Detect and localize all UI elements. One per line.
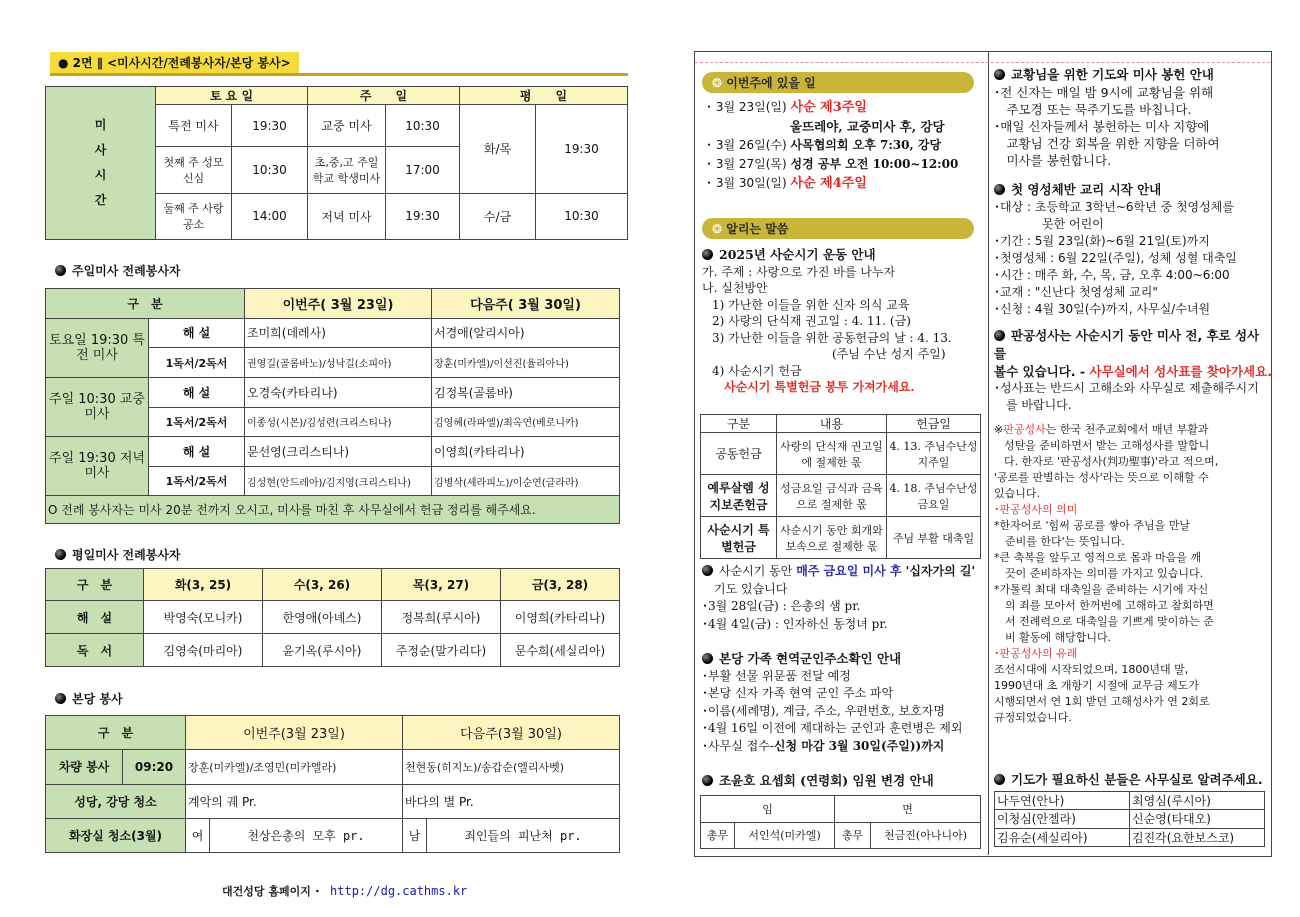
weekday-h: 수(3, 26)	[263, 569, 382, 601]
mass-cell: 19:30	[536, 105, 628, 194]
right-column	[994, 66, 1272, 726]
bullet-icon	[702, 565, 713, 576]
bullet-icon	[55, 693, 66, 704]
text-line: ❂	[712, 222, 723, 236]
text-line: 3월 30일(일)	[715, 176, 787, 190]
text-line: ･첫영성체 : 6월 22일(주일), 성체 성혈 대축일	[994, 251, 1237, 265]
text-line: 사목협의회 오후 7:30, 강당	[790, 138, 942, 152]
service-cell: 바다의 별 Pr.	[403, 784, 620, 818]
sunday-h-this-week: 이번주( 3월 23일)	[245, 289, 432, 319]
bullet-icon	[702, 249, 713, 260]
text-line: '공로를 판별하는 성사'라는 뜻으로 이해할 수	[994, 471, 1209, 484]
text-line: 규정되었습니다.	[994, 711, 1072, 724]
text-line: ･시간 : 매주 화, 수, 목, 금, 오후 4:00~6:00	[994, 268, 1230, 282]
sunday-header: 주 일	[308, 87, 460, 105]
mass-cell: 17:00	[386, 147, 460, 193]
table-cell: 공동헌금	[701, 433, 777, 475]
text-line	[702, 218, 974, 239]
text-line: 사순 제3주일	[790, 100, 867, 115]
service-role: 화장실 청소(3월)	[46, 818, 186, 852]
text-line: 사무실에서 성사표를 찾아가세요.	[1089, 364, 1272, 379]
notice-pill	[702, 218, 974, 239]
text-line: 주일미사 전례봉사자	[72, 264, 181, 278]
name-cell: 김병삭(세라피노)/이순연(글라라)	[432, 466, 620, 496]
page-header-badge: ● 2면 ∥ <미사시간/전례봉사자/본당 봉사>	[50, 52, 299, 73]
column-divider	[988, 52, 989, 855]
weekday-cell: 윤기옥(루시아)	[263, 634, 382, 667]
text-line: 판공성사	[1003, 423, 1046, 436]
text-line: 미사를 봉헌합니다.	[994, 153, 1112, 168]
text-line: 본당 봉사	[72, 692, 123, 706]
confession-description	[994, 422, 1266, 726]
service-role: 성당, 강당 청소	[46, 784, 186, 818]
text-line: 기도가 필요하신 분들은 사무실로 알려주세요.	[1011, 772, 1263, 787]
footer-label: 대건성당 홈페이지 ･	[222, 885, 321, 898]
choyun-title	[702, 771, 934, 789]
table-cell: 천금진(아나니아)	[871, 822, 981, 849]
text-line: 조선시대에 시작되었으며, 1800년대 말,	[994, 663, 1189, 676]
week-item: ･ 3월 26일(수) 사목협의회 오후 7:30, 강당	[706, 138, 942, 152]
text-line: 못한 어린이	[994, 217, 1104, 231]
text-line: 사순 제4주일	[790, 176, 867, 191]
text-line	[702, 650, 986, 668]
text-line: 3월 27일(목)	[715, 157, 787, 171]
weekday-ministers-table	[45, 568, 620, 667]
service-cell: 천현동(히지노)/송갑순(엘리사벳)	[403, 750, 620, 784]
text-line: 1990년대 초 개항기 시절에 교무금 제도가	[994, 679, 1199, 692]
saturday-header: 토 요 일	[156, 87, 308, 105]
text-line: 교황님 건강 회복을 위한 지향을 더하여	[994, 136, 1220, 151]
weekday-header: 평 일	[460, 87, 628, 105]
text-line: ･성사표는 반드시 고해소와 사무실로 제출해주시기	[994, 381, 1259, 395]
homepage-link[interactable]: http://dg.cathms.kr	[330, 884, 468, 898]
mass-cell: 화/목	[460, 105, 536, 194]
text-line	[702, 563, 986, 581]
text-line: 본당 신자 가족 현역 군인 주소 파악	[708, 686, 894, 700]
text-line	[702, 247, 984, 264]
weekday-cell: 박영숙(모니카)	[144, 601, 263, 634]
service-role: 차량 봉사	[46, 750, 123, 784]
text-line: 4) 사순시기 헌금	[712, 363, 802, 378]
choyun-table	[700, 795, 981, 849]
weekday-section-title	[55, 546, 181, 563]
sunday-group-name: 주일 19:30 저녁 미사	[46, 437, 149, 496]
text-line: 사무실 접수-	[708, 738, 774, 753]
table-cell: 임	[701, 796, 835, 823]
table-cell: 성금요일 금식과 금육으로 절제한 몫	[777, 475, 887, 517]
role-cell: 1독서/2독서	[149, 407, 245, 437]
mass-cell: 특전 미사	[156, 105, 232, 147]
text-line: 는 한국 천주교회에서 매년 부활과	[1045, 423, 1209, 436]
text-line: 기도 있습니다	[714, 581, 788, 596]
text-line: 본당 가족 현역군인주소확인 안내	[719, 651, 902, 666]
weekday-h: 목(3, 27)	[382, 569, 501, 601]
weekday-role: 해 설	[46, 601, 144, 634]
text-line: 3월 26일(수)	[715, 138, 787, 152]
text-line: ･전 신자는 매일 밤 9시에 교황님을 위해	[994, 85, 1214, 100]
text-line: ･기간 : 5월 23일(화)~6월 21일(토)까지	[994, 234, 1210, 248]
text-line: ･교재 : "신난다 첫영성체 교리"	[994, 285, 1158, 299]
text-line: 볼수 있습니다. -	[994, 364, 1090, 379]
sunday-section-title	[55, 262, 181, 279]
mass-cell: 둘째 주 사랑 공소	[156, 193, 232, 239]
text-line: 3월 23일(일)	[715, 100, 787, 114]
table-cell: 4. 18. 주님수난성금요일	[887, 475, 981, 517]
weekday-role: 독 서	[46, 634, 144, 667]
text-line: *한자어로 '힘써 공로를 쌓아 주님을 만날	[994, 519, 1191, 532]
service-cell: 천상은총의 모후 pr.	[210, 818, 403, 852]
name-cell: 김정복(골롬바)	[432, 377, 620, 407]
service-h: 구 분	[46, 716, 186, 750]
lent-section	[702, 247, 984, 396]
week-item: ･ 3월 23일(일) 사순 제3주일	[706, 100, 867, 115]
text-line: 시행되면서 연 1회 받던 고해성사가 연 2회로	[994, 695, 1210, 708]
cross-section	[702, 563, 986, 633]
service-section-title	[55, 690, 123, 707]
text-line: 비 활동에 해당합니다.	[994, 631, 1112, 644]
text-line: (주님 수난 성지 주일)	[832, 347, 946, 361]
text-line: 나. 실천방안	[702, 281, 768, 295]
table-cell: 서인석(미카엘)	[735, 822, 835, 849]
header-rule	[50, 73, 628, 76]
service-cell: 여	[186, 818, 210, 852]
table-cell: 이청심(안젤라)	[995, 810, 1130, 828]
text-line: 2) 사랑의 단식재 권고일 : 4. 11. (금)	[712, 314, 911, 328]
text-line: 3) 가난한 이들을 위한 공동헌금의 날 : 4. 13.	[712, 330, 952, 345]
weekday-cell: 한영애(아녜스)	[263, 601, 382, 634]
service-table	[45, 715, 620, 853]
table-cell: 김진각(요한보스코)	[1130, 828, 1265, 846]
weekday-h: 화(3, 25)	[144, 569, 263, 601]
text-line: 이번주에 있을 일	[726, 76, 816, 90]
mass-cell: 초,중,고 주일학교 학생미사	[308, 147, 386, 193]
table-cell: 최영심(루시아)	[1130, 792, 1265, 810]
week-list	[706, 98, 984, 193]
text-line	[702, 72, 974, 93]
table-cell: 내용	[777, 415, 887, 433]
text-line	[994, 363, 1272, 380]
text-line: 가. 주제 : 사랑으로 가진 바를 나누자	[702, 264, 896, 279]
week-item-sub: 울뜨레야, 교중미사 후, 강당	[790, 119, 945, 134]
weekday-cell: 김영숙(마리아)	[144, 634, 263, 667]
text-line: 사순시기 특별헌금 봉투 가져가세요.	[724, 380, 915, 394]
text-line: 끗이 준비하자는 의미를 가지고 있습니다.	[994, 567, 1204, 580]
text-line: ･3월 28일(금) : 은총의 샘 pr.	[702, 599, 861, 613]
name-cell: 서경애(알리시아)	[432, 318, 620, 348]
table-cell: 구분	[701, 415, 777, 433]
service-h: 다음주(3월 30일)	[403, 716, 620, 750]
sunday-group-name: 토요일 19:30 특전 미사	[46, 318, 149, 377]
name-cell: 권영길(골롬바노)/성낙길(소피아)	[245, 348, 432, 378]
text-line: 이름(세례명), 계급, 주소, 우편번호, 보호자명	[708, 703, 945, 718]
text-line: 2025년 사순시기 운동 안내	[719, 247, 876, 262]
week-pill	[702, 72, 974, 93]
text-line: ･매일 신자들께서 봉헌하는 미사 지향에	[994, 119, 1210, 134]
name-cell: 장훈(미카엘)/이선진(율리아나)	[432, 348, 620, 378]
name-cell: 김성현(안드레아)/김지영(크리스티나)	[245, 466, 432, 496]
fund-table	[700, 414, 981, 559]
service-cell: 장훈(미카엘)/조영민(미카엘라)	[186, 750, 403, 784]
text-line: 1) 가난한 이들을 위한 신자 의식 교육	[712, 297, 910, 312]
text-line: 를 바랍니다.	[994, 398, 1072, 412]
bullet-icon	[994, 330, 1005, 341]
text-line: 성탄을 준비하면서 받는 고해성사를 말합니	[1004, 439, 1210, 452]
text-line: 준비를 한다'는 뜻입니다.	[994, 535, 1125, 548]
name-cell: 문선영(크리스티나)	[245, 437, 432, 467]
text-line: 성경 공부 오전 10:00~12:00	[790, 157, 959, 171]
text-line: 간	[94, 193, 107, 207]
table-cell: 총무	[701, 822, 735, 849]
bullet-icon	[55, 265, 66, 276]
sunday-note: O 전례 봉사자는 미사 20분 전까지 오시고, 미사를 마친 후 사무실에서 헌금 정리를 해주세요.	[46, 496, 620, 524]
table-cell: 신순영(타대오)	[1130, 810, 1265, 828]
text-line: ※	[994, 423, 1004, 436]
weekday-cell: 주정순(말가리다)	[382, 634, 501, 667]
prayer-table	[994, 791, 1265, 847]
text-line: ･대상 : 초등학교 3학년~6학년 중 첫영성체를	[994, 200, 1234, 214]
text-line: 미	[94, 118, 107, 132]
text-line: 사순시기 동안	[719, 564, 797, 578]
weekday-h: 금(3, 28)	[501, 569, 620, 601]
name-cell: 조미희(데레사)	[245, 318, 432, 348]
text-line: 서 전례력으로 대축일을 기쁘게 맞이하는 준	[994, 615, 1214, 628]
text-line: ･판공성사의 유래	[994, 647, 1078, 660]
military-section	[702, 650, 986, 755]
table-cell: 총무	[835, 822, 871, 849]
text-line: 매주 금요일 미사 후	[796, 564, 902, 578]
service-cell: 계악의 궤 Pr.	[186, 784, 403, 818]
bullet-icon	[702, 775, 713, 786]
table-cell: 사랑의 단식재 권고일에 절제한 몫	[777, 433, 887, 475]
text-line: 첫 영성체반 교리 시작 안내	[1011, 182, 1162, 197]
table-cell: 4. 13. 주님수난성지주일	[887, 433, 981, 475]
mass-cell: 19:30	[232, 105, 308, 147]
text-line: 판공성사는 사순시기 동안 미사 전, 후로 성사를	[994, 328, 1260, 361]
week-item: ･ 3월 30일(일) 사순 제4주일	[706, 176, 867, 191]
name-cell: 이종성(시몬)/김성련(크리스티나)	[245, 407, 432, 437]
text-line	[994, 422, 1266, 438]
mass-cell: 14:00	[232, 193, 308, 239]
text-line: ･사무실 접수-신청 마감 3월 30일(주일))까지	[702, 738, 945, 753]
bullet-icon	[994, 69, 1005, 80]
role-cell: 1독서/2독서	[149, 348, 245, 378]
bullet-icon	[994, 774, 1005, 785]
text-line: '십자가의 길'	[901, 564, 976, 578]
text-line: 있습니다.	[994, 487, 1041, 500]
text-line: ･판공성사의 의미	[994, 503, 1078, 516]
text-line: ･부활 선물 위문품 전달 예정	[702, 668, 851, 683]
table-cell: 김유순(세실리아)	[995, 828, 1130, 846]
text-line: 부활 선물 위문품 전달 예정	[708, 668, 851, 683]
service-cell: 죄인들의 피난처 pr.	[427, 818, 620, 852]
weekday-h: 구 분	[46, 569, 144, 601]
role-cell: 해 설	[149, 377, 245, 407]
sunday-h-next-week: 다음주( 3월 30일)	[432, 289, 620, 319]
week-item: ･ 3월 27일(목) 성경 공부 오전 10:00~12:00	[706, 157, 959, 171]
text-line: *큰 축복을 앞두고 영적으로 몸과 마음을 깨	[994, 551, 1202, 564]
text-line: ･4월 16일 이전에 제대하는 군인과 훈련병은 제외	[702, 721, 963, 735]
mass-cell: 19:30	[386, 193, 460, 239]
bullet-icon	[702, 653, 713, 664]
footer	[222, 883, 467, 899]
table-cell: 나두연(안나)	[995, 792, 1130, 810]
text-line: 시	[94, 168, 107, 182]
text-line: ･본당 신자 가족 현역 군인 주소 파악	[702, 686, 894, 700]
text-line: 알리는 말씀	[726, 222, 789, 236]
mass-cell: 교중 미사	[308, 105, 386, 147]
text-line: 4월 16일 이전에 제대하는 군인과 훈련병은 제외	[708, 721, 963, 735]
table-cell: 예루살렘 성지보존헌금	[701, 475, 777, 517]
service-cell: 남	[403, 818, 427, 852]
text-line	[994, 181, 1266, 199]
text-line	[994, 66, 1266, 84]
role-cell: 해 설	[149, 318, 245, 348]
text-line: 다. 한자로 '판공성사(判功聖事)'라고 적으며,	[1004, 455, 1219, 468]
text-line: 의 죄를 모아서 한꺼번에 고해하고 참회하면	[994, 599, 1214, 612]
mass-schedule-table	[45, 86, 628, 240]
text-line: ❂	[712, 76, 723, 90]
text-line: 사	[94, 143, 107, 157]
service-time: 09:20	[123, 750, 186, 784]
text-line: 신청 마감 3월 30일(주일))까지	[773, 738, 945, 753]
text-line: ･신청 : 4월 30일(수)까지, 사무실/수녀원	[994, 302, 1211, 316]
text-line: 교황님을 위한 기도와 미사 봉헌 안내	[1011, 67, 1214, 82]
name-cell: 오경숙(카타리나)	[245, 377, 432, 407]
table-cell: 사순시기 특별헌금	[701, 517, 777, 559]
sunday-group-name: 주일 10:30 교중 미사	[46, 377, 149, 436]
mass-cell: 수/금	[460, 193, 536, 239]
role-cell: 1독서/2독서	[149, 466, 245, 496]
bullet-icon	[55, 549, 66, 560]
text-line: *가톨릭 최대 대축일을 준비하는 시기에 자신	[994, 583, 1209, 596]
table-cell: 면	[835, 796, 981, 823]
mass-cell: 10:30	[386, 105, 460, 147]
mass-cell: 저녁 미사	[308, 193, 386, 239]
weekday-cell: 이영희(카타리나)	[501, 601, 620, 634]
name-cell: 김영혜(라파엘)/최옥연(베로니카)	[432, 407, 620, 437]
sunday-h-category: 구 분	[46, 289, 245, 319]
mass-side-label	[46, 87, 156, 240]
name-cell: 이영희(카타리나)	[432, 437, 620, 467]
mass-cell: 첫째 주 성모 신심	[156, 147, 232, 193]
bullet-icon	[994, 184, 1005, 195]
text-line	[994, 327, 1266, 363]
sunday-ministers-table	[45, 288, 620, 524]
text-line: ･4월 4일(금) : 인자하신 동정녀 pr.	[702, 616, 888, 631]
role-cell: 해 설	[149, 437, 245, 467]
table-cell: 사순시기 동안 회개와 보속으로 절제한 몫	[777, 517, 887, 559]
text-line: 평일미사 전례봉사자	[72, 548, 181, 562]
mass-cell: 10:30	[536, 193, 628, 239]
weekday-cell: 문수희(세실리아)	[501, 634, 620, 667]
mass-cell: 10:30	[232, 147, 308, 193]
table-cell: 주님 부활 대축일	[887, 517, 981, 559]
text-line: 주모경 또는 묵주기도를 바칩니다.	[994, 102, 1192, 117]
weekday-cell: 정복희(루시아)	[382, 601, 501, 634]
text-line: 조윤호 요셉회 (연령회) 임원 변경 안내	[719, 773, 934, 788]
prayer-title	[994, 770, 1263, 788]
text-line: ･이름(세례명), 계급, 주소, 우편번호, 보호자명	[702, 703, 945, 718]
service-h: 이번주(3월 23일)	[186, 716, 403, 750]
top-dashed-rule	[695, 62, 1270, 63]
table-cell: 헌금일	[887, 415, 981, 433]
